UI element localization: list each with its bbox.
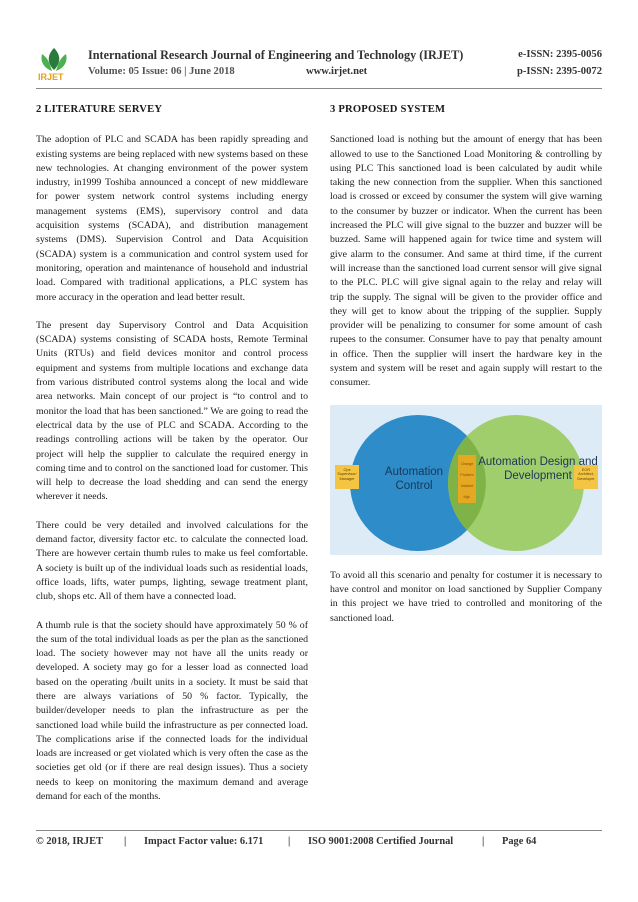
- volume-issue: Volume: 05 Issue: 06 | June 2018: [88, 66, 235, 77]
- logo-text: IRJET: [38, 72, 64, 82]
- section-heading-literature: 2 LITERATURE SERVEY: [36, 104, 163, 115]
- left-column: [36, 103, 308, 818]
- section-heading-proposed: 3 PROPOSED SYSTEM: [330, 104, 446, 115]
- overlap-item: Mgt.: [463, 494, 471, 499]
- overlap-item: Problem: [460, 472, 474, 477]
- footer-divider: [36, 830, 602, 831]
- overlap-items: [458, 457, 476, 505]
- paragraph: The adoption of PLC and SCADA has been rapidly spreading and existing systems are being replaced with new systems based on these new technologies. At changing environment of the power system industry, in1999 Toshiba announced a concept of new middleware for power system network control systems including energy management systems (EMS), supervisory control and data acquisition systems (SCADA), and distribution management systems (DMS). Supervision Control and Data Acquisition (SCADA) system is a communication and control system used for monitoring, operation and maintenance of household and industrial load. Compared with traditional applications, a PLC system has more accuracy in the operation and lead better result.: [36, 134, 308, 303]
- overlap-item: Incident: [460, 483, 474, 488]
- paragraph: A thumb rule is that the society should have approximately 50 % of the sum of the total individual loads as per the plan as the sanctioned load. The society however may not have all the units ready or developed. A society may go for a lesser load as connected load based on the operating /built units in a society. It must be said that there are always variations of 50 % factor. Typically, the builder/developer needs to plan the infrastructure as per the sanctioned load while build the infrastructure as per connected load. The complications arise if the connected loads for the individual loads are increased or get violated which is very often the case as the societies get old (or if there are real design issues). Thus a society needs to keep on monitoring the maximum demand and average demand for each of the months.: [36, 619, 308, 803]
- paragraph: There could be very detailed and involved calculations for the demand factor, diversity factor etc. to calculate the connected load. There are however certain thumb rules to make us feel comfortable. A society is built up of the individual loads such as residential loads, office loads, lifts, water pumps, lighting, sewage treatment plant, club, shops etc. All of them have a connected load.: [36, 519, 308, 603]
- paragraph: Sanctioned load is nothing but the amount of energy that has been allowed to use to the Sanctioned Load Monitoring & controlling by using PLC This sanctioned load is been calculated by audit while taking the new connection from the supplier. When this sanctioned load is crossed or exceed by consumer the system will give warning to the consumer by buzzer or indicator. When the current has been increased the PLC will give signal to the buzzer and buzzer will be buzzed. Same will happened again for twice time and system will give alarm to the consumer. And same at third time, if the current will increase than the sanctioned load current sensor will give signal to the PLC. PLC will give signal again to the relay and relay will trip the supply. The signal will be given to the provider office and they will get to know about the tripping of the supplier. Supply provider will be penalizing to consumer for some amount of cash rupees to the consumer. Consumer have to pay that penalty amount in office. Then the supplier will insert the hardware key in the system and system will be reset and again supply will restart to the consumer.: [330, 134, 602, 389]
- footer-copyright: © 2018, IRJET: [36, 836, 103, 847]
- paragraph: To avoid all this scenario and penalty for costumer it is necessary to have control and monitor on load sanctioned by Supplier Company in this project we have tried to controlled and monitoring of the sanctioned load.: [330, 569, 602, 624]
- footer-separator: |: [288, 836, 291, 847]
- header-divider: [36, 88, 602, 89]
- automation-control-label: Automation Control: [384, 465, 444, 492]
- ops-supervisor-label: Ops Supervisor/ Manager: [337, 467, 357, 482]
- footer-separator: |: [124, 836, 127, 847]
- eissn: e-ISSN: 2395-0056: [518, 49, 602, 60]
- journal-title: International Research Journal of Engineering and Technology (IRJET): [88, 48, 464, 62]
- footer-impact-factor: Impact Factor value: 6.171: [144, 836, 264, 847]
- overlap-item: Change: [460, 461, 474, 466]
- pissn: p-ISSN: 2395-0072: [516, 66, 602, 77]
- footer-page-number: Page 64: [502, 836, 537, 847]
- eor-architect-label: EOR Architect, Developer: [577, 467, 595, 482]
- irjet-logo: [36, 44, 72, 84]
- page-footer: [36, 836, 602, 852]
- footer-iso: ISO 9001:2008 Certified Journal: [308, 836, 454, 847]
- footer-separator: |: [482, 836, 485, 847]
- journal-website[interactable]: www.irjet.net: [306, 66, 368, 77]
- journal-header: [36, 44, 602, 84]
- right-column: [330, 103, 602, 640]
- paragraph: The present day Supervisory Control and Data Acquisition (SCADA) systems consisting of SCADA hosts, Remote Terminal Units (RTUs) and field devices monitor and control process equipment and systems from multiple locations and exchange data from various distributed control systems along the local and wide area networks. Main concept of our project is “to control and to monitor the load that has been sanctioned.” We are going to read the electrical data by the use of PLC and SCADA. According to the readings controlling actions will be taken by the operator. Our project will help the supplier to calculate the required energy in coming time and to control on the sanctioned load for customer. This will help to decrease the load shedding and can send the energy wherever it needs.: [36, 319, 308, 503]
- automation-design-label: Automation Design and Development: [478, 455, 598, 482]
- venn-diagram-figure: [330, 405, 602, 555]
